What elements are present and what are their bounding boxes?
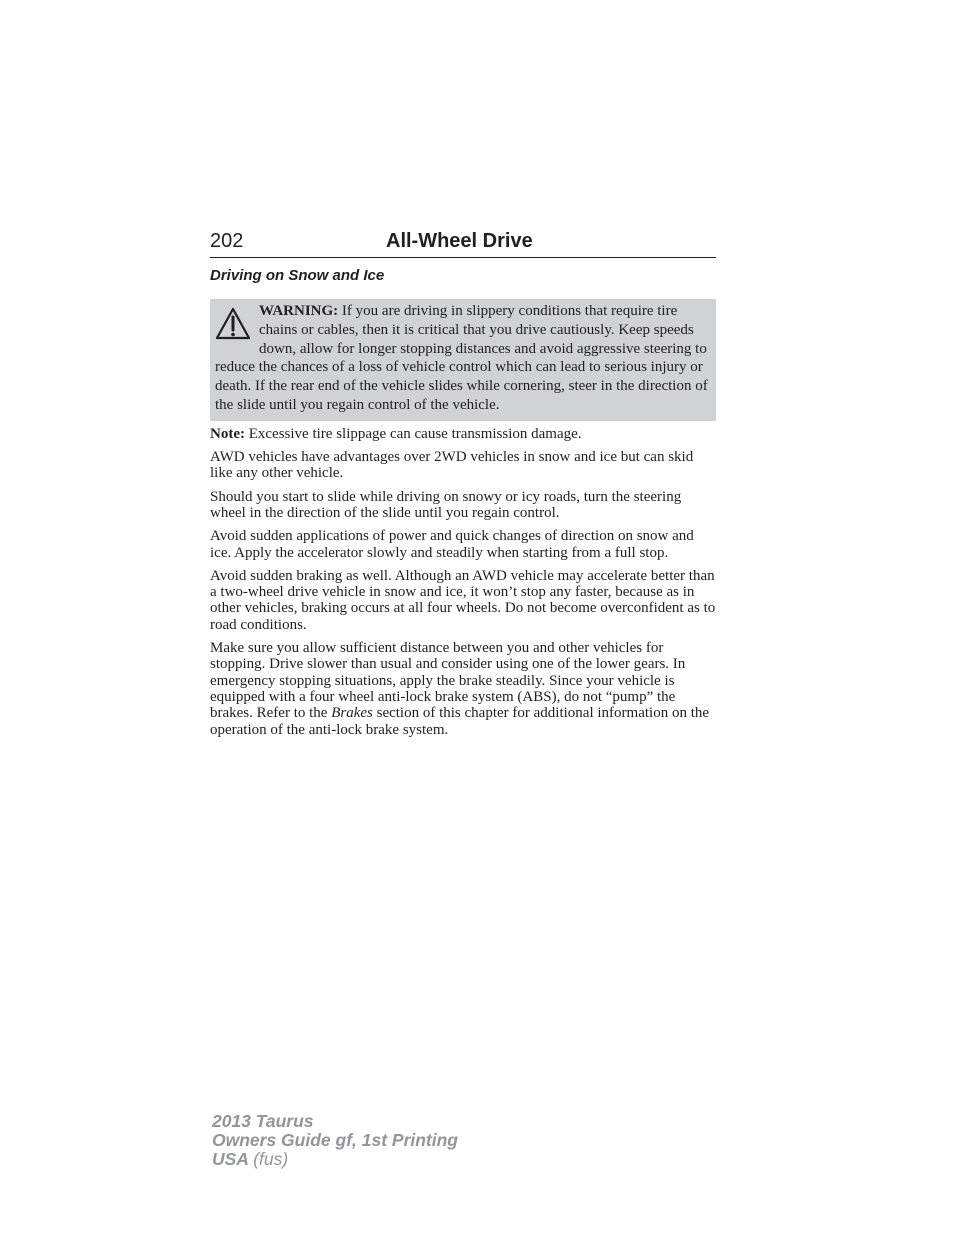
footer-code: (fus) (253, 1149, 289, 1169)
paragraph-brakes-reference (210, 640, 716, 738)
paragraph-text: section of this chapter for additional information on the operation of the anti-lock brake system. (210, 705, 710, 738)
warning-label: WARNING: (259, 303, 339, 319)
note-text: Excessive tire slippage can cause transmission damage. (244, 425, 582, 442)
section-title: Driving on Snow and Ice (210, 267, 385, 284)
paragraph: Avoid sudden braking as well. Although an AWD vehicle may accelerate better than a two-wheel drive vehicle in snow and ice, it won’t stop any faster, because as in other vehicles, braking occurs at all four wheels. Do not become overconfident as to road conditions. (210, 567, 716, 633)
footer-country: USA (212, 1149, 249, 1169)
paragraph-text: Make sure you allow sufficient distance between you and other vehicles for stopping. Drive slower than usual and consider using one of the lower gears. In emergency stopping situations, apply the brake steadily. Since your vehicle is equipped with a four wheel anti-lock brake system (ABS), do not “pump” the brakes. Refer to the (210, 640, 686, 722)
paragraph: Avoid sudden applications of power and quick changes of direction on snow and ice. Apply the accelerator slowly and steadily when starting from a full stop. (210, 528, 694, 561)
note (210, 426, 716, 442)
page-header (210, 230, 716, 258)
paragraph: Should you start to slide while driving on snowy or icy roads, turn the steering wheel in the direction of the slide until you regain control. (210, 488, 682, 521)
warning-text: If you are driving in slippery conditions that require tire chains or cables, then it is critical that you drive cautiously. Keep speeds down, allow for longer stopping distances and avoid aggressive steering to reduce the chances of a loss of vehicle control which can lead to serious injury or death. If the rear end of the vehicle slides while cornering, steer in the direction of the slide until you regain control of the vehicle. (215, 303, 708, 413)
warning-box (210, 299, 716, 421)
page-content (210, 230, 716, 738)
document-footer (212, 1112, 458, 1169)
warning-triangle-icon (215, 306, 251, 342)
footer-guide: Owners Guide gf, 1st Printing (212, 1130, 458, 1150)
chapter-title: All-Wheel Drive (386, 230, 533, 252)
brakes-section-reference: Brakes (331, 705, 373, 722)
footer-region (212, 1150, 458, 1169)
page-number: 202 (210, 230, 244, 252)
note-label: Note: (210, 425, 245, 442)
paragraph: AWD vehicles have advantages over 2WD vehicles in snow and ice but can skid like any other vehicle. (210, 449, 694, 482)
footer-model: 2013 Taurus (212, 1111, 314, 1131)
